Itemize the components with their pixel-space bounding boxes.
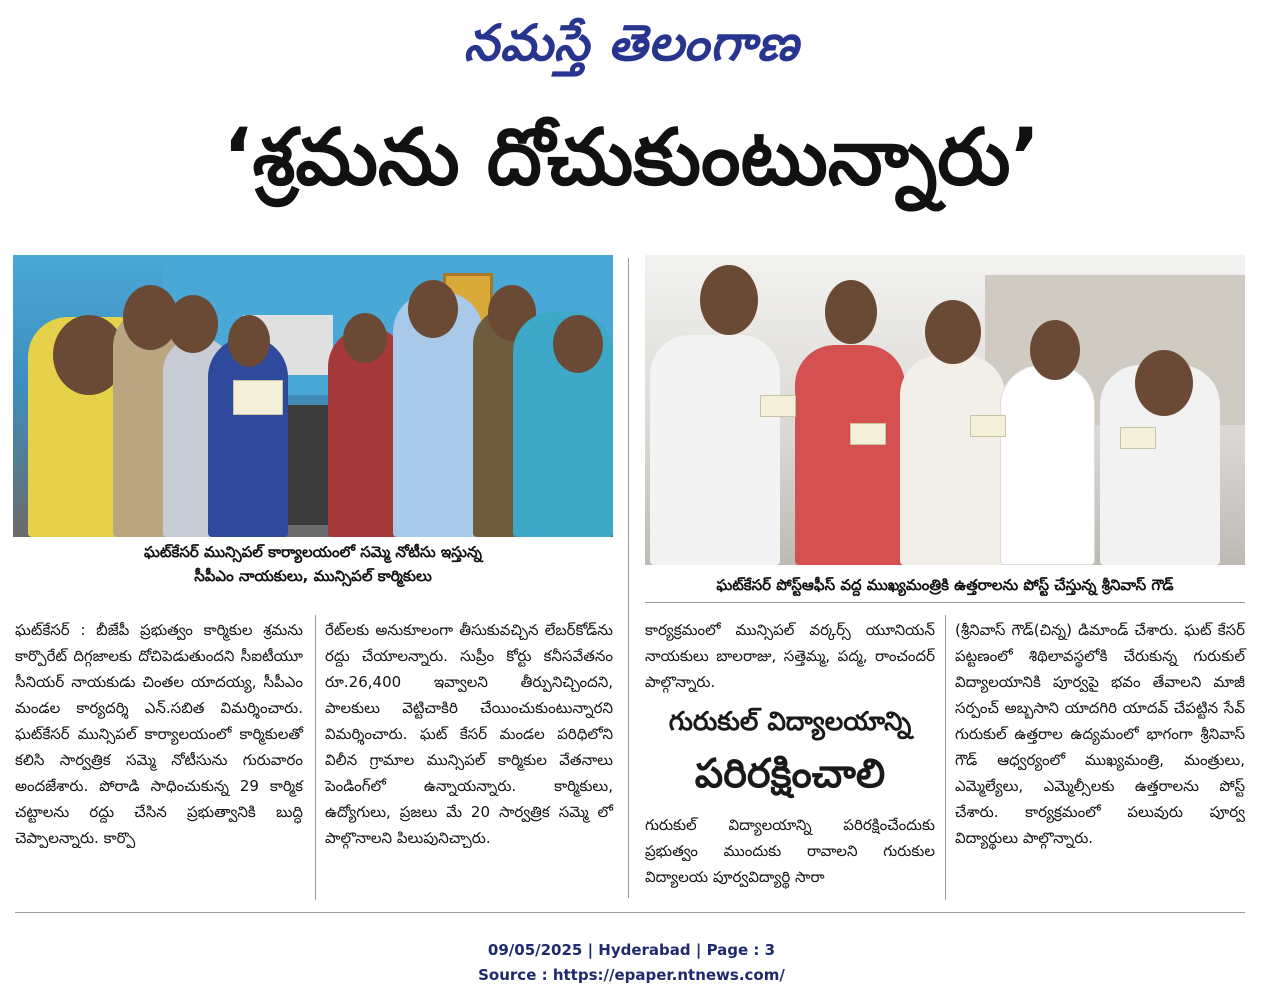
article2-subhead-line1: గురుకుల్ విద్యాలయాన్ని [668, 707, 912, 737]
article1-column1 [15, 617, 303, 851]
page-headline: ‘శ్రమను దోచుకుంటున్నారు’ [222, 113, 1041, 203]
column-rule [315, 615, 316, 900]
article2-text-part1: గురుకుల్ విద్యాలయాన్ని పరిరక్షించేందుకు ప్రభుత్వం ముందుకు రావాలని గురుకుల విద్యాలయ పూర్వవిద్యార్థి సారా [645, 816, 935, 886]
photo-right-caption: ఘట్‌కేసర్ పోస్ట్ఆఫీస్ వద్ద ముఖ్యమంత్రికి ఉత్తరాలను పోస్ట్ చేస్తున్న శ్రీనివాస్ గౌడ్ [716, 576, 1174, 594]
footer-date-line: 09/05/2025 | Hyderabad | Page : 3 [487, 941, 776, 959]
section-divider [645, 602, 1245, 603]
column-rule [628, 258, 629, 898]
article1-column3 [645, 617, 935, 695]
footer-source-link[interactable]: Source : https://epaper.ntnews.com/ [478, 966, 785, 984]
photo-left-caption-line1: ఘట్‌కేసర్ మున్సిపల్ కార్యాలయంలో సమ్మె నోటీసు ఇస్తున్న [144, 543, 482, 561]
article2-column1 [645, 812, 935, 890]
photo-post-office [645, 255, 1245, 565]
photo-municipal-office [13, 255, 613, 537]
photo-left-caption-line2: సీపీఎం నాయకులు, మున్సిపల్ కార్మికులు [194, 567, 432, 585]
article1-text-part1: ఘట్‌కేసర్ : బీజేపీ ప్రభుత్వం కార్మికుల శ్రమను కార్పొరేట్ దిగ్గజాలకు దోచిపెడుతుందని సీఐటీయూ సీనియర్ నాయకుడు చింతల యాదయ్య, సీపీఎం మండల కార్యదర్శి ఎన్.సబిత విమర్శించారు. ఘట్‌కేసర్ మున్సిపల్ కార్యాలయంలో కార్మికులతో కలిసి సార్వత్రిక సమ్మె నోటీసును గురువారం అందజేశారు. పోరాడి సాధించుకున్న 29 కార్మిక చట్టాలను రద్దు చేసిన ప్రభుత్వానికి బుద్ధి చెప్పాలన్నారు. కార్పొ [15, 621, 303, 847]
page-bottom-rule [15, 912, 1245, 913]
page-footer [0, 938, 1263, 988]
photo-left-caption [13, 540, 613, 588]
article1-column2 [325, 617, 613, 851]
masthead-logo: నమస్తే తెలంగాణ [463, 14, 800, 72]
article2-subhead-line2: పరిరక్షించాలి [694, 751, 886, 797]
column-rule [945, 615, 946, 900]
article1-text-part2: రేట్‌లకు అనుకూలంగా తీసుకువచ్చిన లేబర్‌కోడ్‌ను రద్దు చేయాలన్నారు. సుప్రీం కోర్టు కనీసవేతనం రూ.26,400 ఇవ్వాలని తీర్పునిచ్చిందని, పాలకులు వెట్టిచాకిరి చేయించుకుంటున్నారని విమర్శించారు. ఘట్ కేసర్ మండల పరిధిలోని విలీన గ్రామాల మున్సిపల్ కార్మికుల వేతనాలు పెండింగ్‌లో ఉన్నాయన్నారు. కార్మికులు, ఉద్యోగులు, ప్రజలు మే 20 సార్వత్రిక సమ్మె లో పాల్గొనాలని పిలుపునిచ్చారు. [325, 621, 613, 847]
article1-text-part3: కార్యక్రమంలో మున్సిపల్ వర్కర్స్ యూనియన్ నాయకులు బాలరాజు, సత్తెమ్మ, పద్మ, రాంచందర్ పాల్గొన్నారు. [645, 621, 935, 691]
article2-text-part2: (శ్రీనివాస్ గౌడ్(చిన్న) డిమాండ్ చేశారు. ఘట్ కేసర్ పట్టణంలో శిథిలావస్థలోకి చేరుకున్న గురుకుల్ విద్యాలయానికి పూర్వపై భవం తేవాలని మాజీ సర్పంచ్ అబ్బసాని యాదగిరి యాదవ్ చేపట్టిన సేవ్ గురుకుల్ ఉత్తరాల ఉద్యమంలో భాగంగా శ్రీనివాస్ గౌడ్ ఆధ్వర్యంలో ముఖ్యమంత్రి, మంత్రులు, ఎమ్మెల్యేలు, ఎమ్మెల్సీలకు ఉత్తరాలను పోస్ట్ చేశారు. కార్యక్రమంలో పలువురు పూర్వ విద్యార్థులు పాల్గొన్నారు. [955, 621, 1245, 847]
article2-column2 [955, 617, 1245, 851]
